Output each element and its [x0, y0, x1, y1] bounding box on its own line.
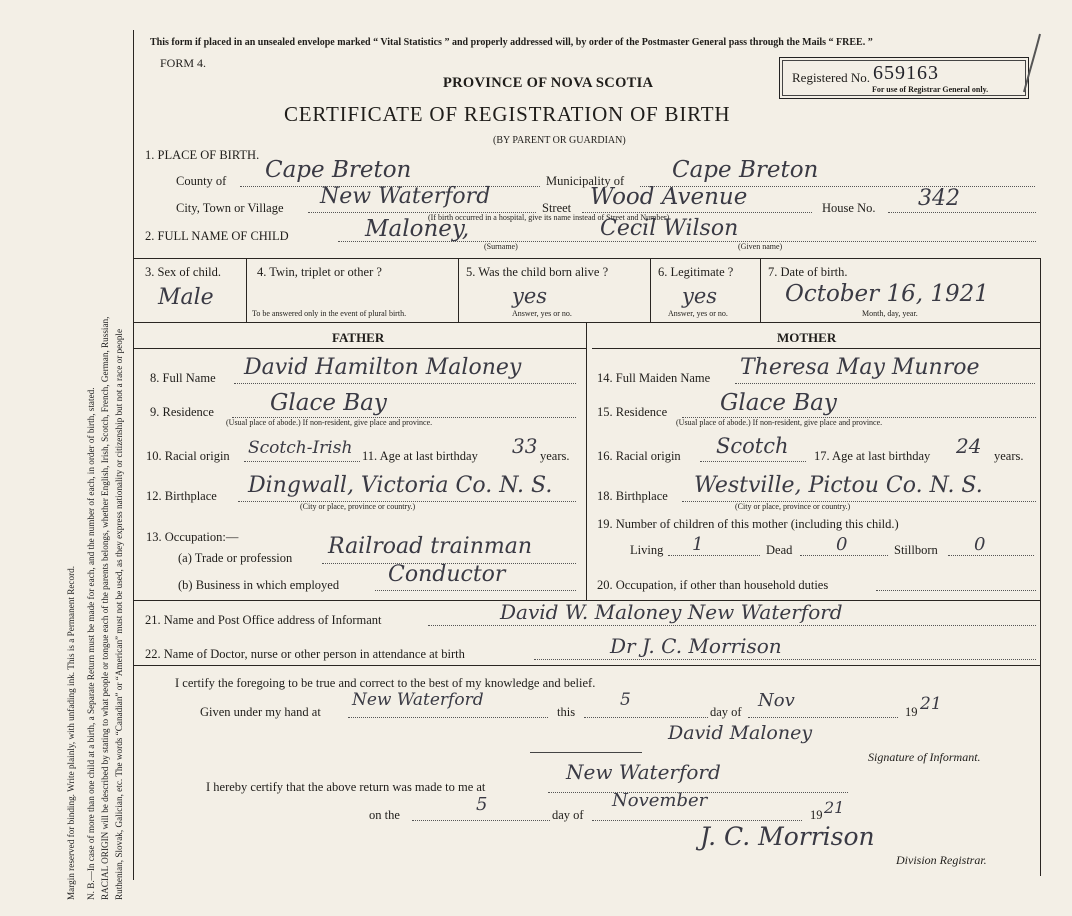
- father-age: 33: [512, 434, 538, 458]
- trade-label: (a) Trade or profession: [178, 551, 293, 565]
- county-label: County of: [176, 174, 227, 188]
- registrar-statement: I hereby certify that the above return was made to me at: [206, 780, 486, 794]
- dead-value: 0: [836, 534, 848, 555]
- mother-age-label: 17. Age at last birthday: [814, 449, 931, 463]
- place-of-birth-label: 1. PLACE OF BIRTH.: [145, 148, 260, 162]
- father-business: Conductor: [388, 562, 506, 587]
- informant-value: David W. Maloney New Waterford: [500, 600, 843, 624]
- living-label: Living: [630, 543, 664, 557]
- given-place: New Waterford: [352, 690, 484, 710]
- mother-racial: Scotch: [716, 434, 789, 458]
- registration-box: [779, 57, 1029, 99]
- day-of-label: day of: [710, 705, 742, 719]
- child-given-name: Cecil Wilson: [600, 216, 739, 241]
- doctor-value: Dr J. C. Morrison: [610, 634, 782, 658]
- mother-birthplace-note: (City or place, province or country.): [735, 502, 851, 511]
- stillborn-value: 0: [974, 534, 986, 555]
- this-day: 5: [620, 690, 631, 710]
- father-abode-note: (Usual place of abode.) If non-resident, give place and province.: [226, 418, 433, 427]
- mother-abode-note: (Usual place of abode.) If non-resident, give place and province.: [676, 418, 883, 427]
- twin-note: To be answered only in the event of plural birth.: [252, 309, 407, 318]
- given-year-prefix: 19: [905, 705, 918, 719]
- father-age-label: 11. Age at last birthday: [362, 449, 478, 463]
- registrar-day: 5: [476, 794, 488, 815]
- street-label: Street: [542, 201, 572, 215]
- mother-residence: Glace Bay: [720, 390, 837, 416]
- given-name-caption: (Given name): [738, 242, 783, 251]
- certificate-title: CERTIFICATE OF REGISTRATION OF BIRTH: [284, 102, 731, 126]
- twin-label: 4. Twin, triplet or other ?: [257, 265, 382, 279]
- father-racial: Scotch-Irish: [248, 438, 353, 458]
- mail-notice: This form if placed in an unsealed envelope marked “ Vital Statistics ” and properly addressed will, by order of the Postmaster General pass through the Mails “ FREE. ”: [150, 37, 873, 48]
- father-birthplace-note: (City or place, province or country.): [300, 502, 416, 511]
- county-value: Cape Breton: [265, 157, 412, 183]
- parents-divider: [586, 322, 587, 600]
- father-years: years.: [540, 449, 570, 463]
- legitimate-label: 6. Legitimate ?: [658, 265, 734, 279]
- father-residence: Glace Bay: [270, 390, 387, 416]
- pencil-mark-icon: [1010, 30, 1050, 100]
- stillborn-label: Stillborn: [894, 543, 938, 557]
- given-label: Given under my hand at: [200, 705, 321, 719]
- city-label: City, Town or Village: [176, 201, 284, 215]
- informant-label: 21. Name and Post Office address of Informant: [145, 613, 382, 627]
- street-value: Wood Avenue: [590, 184, 748, 210]
- father-birthplace-label: 12. Birthplace: [146, 489, 217, 503]
- father-residence-label: 9. Residence: [150, 405, 214, 419]
- mother-age: 24: [956, 434, 982, 458]
- province-heading: PROVINCE OF NOVA SCOTIA: [443, 75, 654, 91]
- registrar-month: November: [612, 790, 708, 811]
- on-the-label: on the: [369, 808, 400, 822]
- alive-value: yes: [512, 284, 548, 308]
- margin-rule: [133, 30, 134, 880]
- alive-label: 5. Was the child born alive ?: [466, 265, 609, 279]
- house-value: 342: [918, 186, 960, 211]
- date-note: Month, day, year.: [862, 309, 918, 318]
- form-number: FORM 4.: [160, 56, 207, 70]
- mother-birthplace-label: 18. Birthplace: [597, 489, 668, 503]
- father-heading: FATHER: [332, 330, 385, 345]
- registrar-caption: Division Registrar.: [896, 853, 987, 867]
- surname-caption: (Surname): [484, 242, 518, 251]
- sex-label: 3. Sex of child.: [145, 265, 222, 279]
- margin-note-2: N. B.—In case of more than one child at a birth, a Separate Return must be made for each, and the number of each, in order of birth, stated.: [86, 387, 96, 900]
- rule-informant-bottom: [133, 665, 1041, 666]
- mother-birthplace: Westville, Pictou Co. N. S.: [694, 473, 983, 498]
- rule-row3-top: [133, 258, 1041, 259]
- given-month: Nov: [758, 690, 795, 711]
- registered-label: Registered No.: [792, 70, 870, 85]
- father-trade: Railroad trainman: [328, 534, 533, 559]
- father-racial-label: 10. Racial origin: [146, 449, 230, 463]
- informant-signature: David Maloney: [668, 722, 813, 744]
- alive-note: Answer, yes or no.: [512, 309, 572, 318]
- right-rule: [1040, 258, 1041, 876]
- mother-residence-label: 15. Residence: [597, 405, 668, 419]
- sex-value: Male: [158, 285, 214, 310]
- mother-name: Theresa May Munroe: [740, 355, 980, 380]
- municipality-value: Cape Breton: [672, 157, 819, 183]
- margin-note-3: RACIAL ORIGIN will be described by stating to what people or tongue each of the parents belongs, whether English, Irish, Scotch, French, German, Russian,: [100, 316, 110, 900]
- city-value: New Waterford: [320, 184, 491, 209]
- margin-notes: [0, 0, 128, 916]
- doctor-label: 22. Name of Doctor, nurse or other person in attendance at birth: [145, 647, 465, 661]
- father-name: David Hamilton Maloney: [244, 355, 522, 380]
- mother-occupation-label: 20. Occupation, if other than household duties: [597, 578, 829, 592]
- house-label: House No.: [822, 201, 876, 215]
- mother-years: years.: [994, 449, 1024, 463]
- registrar-use-note: For use of Registrar General only.: [872, 85, 989, 94]
- registrar-day-of-label: day of: [552, 808, 584, 822]
- occupation-label: 13. Occupation:—: [146, 530, 239, 544]
- children-label: 19. Number of children of this mother (including this child.): [597, 517, 899, 531]
- rule-row3-bottom: [133, 322, 1041, 323]
- certificate-subtitle: (BY PARENT OR GUARDIAN): [493, 135, 626, 146]
- hospital-note: (If birth occurred in a hospital, give its name instead of Street and Number): [428, 213, 670, 222]
- business-label: (b) Business in which employed: [178, 578, 340, 592]
- father-name-label: 8. Full Name: [150, 371, 216, 385]
- registered-number: 659163: [873, 62, 939, 84]
- municipality-label: Municipality of: [546, 174, 625, 188]
- legitimate-value: yes: [682, 284, 718, 308]
- child-name-label: 2. FULL NAME OF CHILD: [145, 229, 289, 243]
- registrar-year-suffix: 21: [824, 798, 845, 817]
- mother-heading: MOTHER: [777, 330, 837, 345]
- margin-note-4: Ruthenian, Slovak, Galician, etc. The words “Canadian” or “American” must not be used, as they express nationality or citizenship but not a race or people: [114, 328, 124, 900]
- mother-name-label: 14. Full Maiden Name: [597, 371, 711, 385]
- margin-note-1: Margin reserved for binding. Write plainly, with unfading ink. This is a Permanent Record.: [66, 565, 76, 900]
- dead-label: Dead: [766, 543, 793, 557]
- child-surname: Maloney,: [365, 216, 470, 242]
- certify-statement: I certify the foregoing to be true and correct to the best of my knowledge and belief.: [175, 676, 596, 690]
- date-value: October 16, 1921: [785, 281, 989, 307]
- registrar-place: New Waterford: [566, 760, 721, 784]
- mother-racial-label: 16. Racial origin: [597, 449, 681, 463]
- given-year-suffix: 21: [920, 694, 942, 714]
- father-birthplace: Dingwall, Victoria Co. N. S.: [248, 473, 553, 498]
- registrar-signature: J. C. Morrison: [700, 822, 875, 851]
- this-label: this: [557, 705, 576, 719]
- legitimate-note: Answer, yes or no.: [668, 309, 728, 318]
- registrar-year-prefix: 19: [810, 808, 823, 822]
- informant-signature-caption: Signature of Informant.: [868, 750, 981, 764]
- living-value: 1: [692, 534, 704, 555]
- date-label: 7. Date of birth.: [768, 265, 848, 279]
